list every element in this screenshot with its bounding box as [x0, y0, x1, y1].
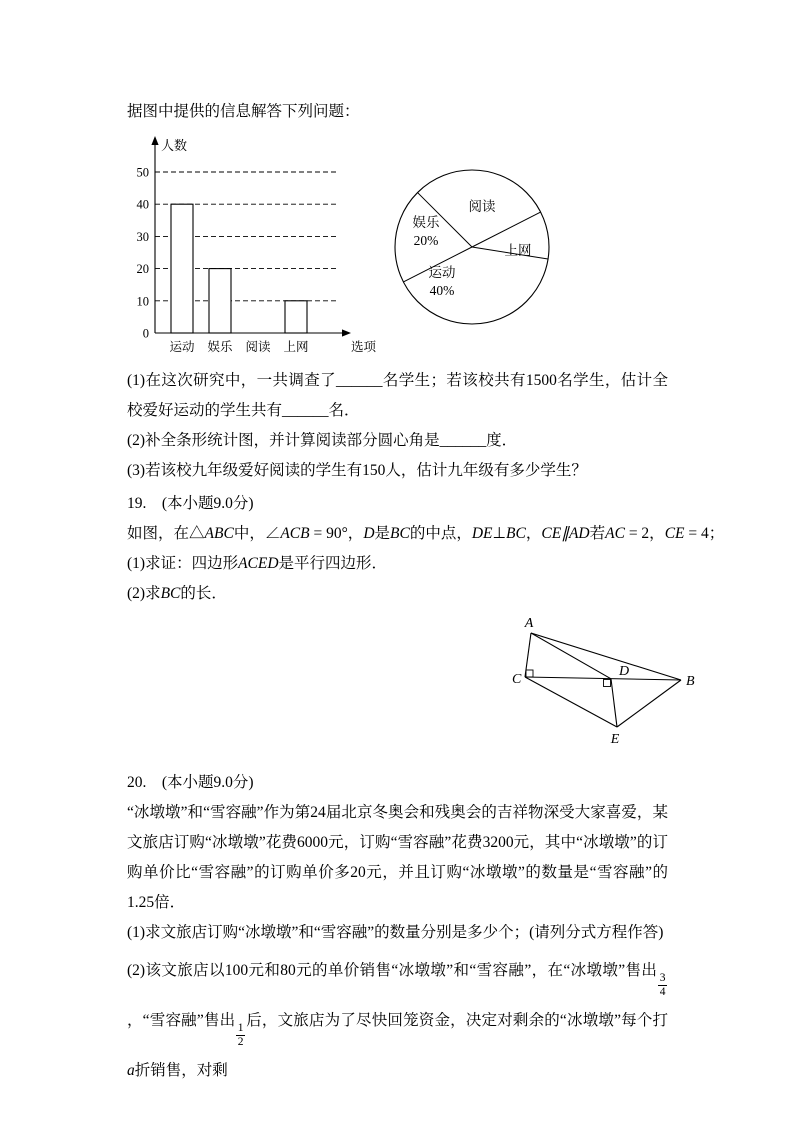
math-run: CE — [541, 525, 562, 542]
bar-运动 — [171, 204, 193, 333]
segment-AD — [531, 633, 611, 679]
q19-part2 — [127, 579, 668, 609]
q20-body: “冰墩墩”和“雪容融”作为第24届北京冬奥会和残奥会的吉祥物深受大家喜爱，某文旅店订购“冰墩墩”花费6000元，订购“雪容融”花费3200元，其中“冰墩墩”的订购单价比“雪容融”的订购单价多20元，并且订购“冰墩墩”的数量是“雪容融”的1.25倍． — [127, 804, 668, 911]
y-tick-label: 50 — [136, 165, 149, 180]
text-run: 的长． — [180, 585, 227, 602]
q18-part3: (3)若该校九年级爱好阅读的学生有150人，估计九年级有多少学生？ — [127, 462, 587, 479]
q20-part1: (1)求文旅店订购“冰墩墩”和“雪容融”的数量分别是多少个；(请列分式方程作答) — [127, 924, 664, 941]
y-axis-title: 人数 — [161, 138, 188, 153]
text-run: (2)该文旅店以100元和80元的单价销售“冰墩墩”和“雪容融”，在“冰墩墩”售出 — [127, 962, 658, 979]
category-label: 上网 — [283, 340, 309, 354]
bar-上网 — [285, 301, 307, 333]
text-run: 中，∠ — [233, 525, 281, 542]
category-label: 运动 — [169, 340, 195, 354]
math-run: ACB — [280, 525, 310, 542]
text-run: 若 — [589, 525, 606, 542]
math-run: AC — [605, 525, 625, 542]
geometry-figure-wrap — [499, 613, 695, 752]
math-run: ABC — [204, 525, 234, 542]
slice-label: 娱乐 — [412, 215, 440, 230]
segment-CB — [525, 677, 681, 680]
text-run: = 4； — [684, 525, 725, 542]
segment-AB — [531, 633, 681, 680]
point-label-D: D — [619, 664, 630, 679]
y-tick-label: 0 — [142, 326, 149, 341]
category-label: 阅读 — [245, 340, 271, 354]
math-run: BC — [506, 525, 526, 542]
geometry-figure — [499, 613, 699, 747]
text-run: (1)求证：四边形 — [127, 555, 239, 572]
q20-part2 — [127, 948, 668, 1093]
pie-chart — [387, 162, 557, 332]
bar-chart — [127, 130, 387, 358]
text-run: ， — [525, 525, 542, 542]
text-run: 如图，在 — [127, 525, 190, 542]
segment-DE — [611, 679, 617, 727]
q18-part1: (1)在这次研究中，一共调查了______名学生；若该校共有1500名学生，估计全校爱好运动的学生共有______名． — [127, 372, 668, 419]
q19-stem — [127, 519, 725, 549]
math-run: BC — [160, 585, 181, 602]
right-angle-mark-C — [526, 670, 533, 677]
x-axis-title: 选项 — [351, 340, 377, 354]
q19-header: 19. (本小题9.0分) — [127, 495, 254, 512]
segment-EB — [617, 680, 681, 727]
math-run: D — [363, 525, 375, 542]
q20-header: 20. (本小题9.0分) — [127, 774, 254, 791]
slice-label: 阅读 — [468, 199, 496, 214]
point-label-A: A — [524, 616, 534, 631]
text-run: 是平行四边形． — [278, 555, 388, 572]
right-angle-mark-D — [604, 680, 611, 687]
text-run: = 2， — [624, 525, 665, 542]
text-run: △ — [189, 525, 205, 542]
x-axis-arrow — [342, 329, 351, 336]
math-run: ACED — [238, 555, 279, 572]
figure-lines — [525, 633, 681, 727]
math-run: BC — [390, 525, 410, 542]
y-tick-label: 40 — [136, 197, 149, 212]
slice-label: 运动 — [428, 265, 456, 280]
math-run: DE — [471, 525, 493, 542]
fraction: $\frac{1}{2}$ — [237, 1022, 244, 1048]
text-run: (2)求 — [127, 585, 161, 602]
point-label-C: C — [512, 672, 522, 687]
slice-pct-label: 40% — [429, 283, 455, 298]
math-run: a — [127, 1062, 135, 1080]
math-run: CE — [664, 525, 685, 542]
point-label-B: B — [686, 674, 695, 689]
y-tick-label: 20 — [136, 262, 149, 277]
math-run: ∥ — [561, 525, 569, 542]
q18-part2: (2)补全条形统计图，并计算阅读部分圆心角是______度． — [127, 432, 518, 449]
text-run: 折销售，对剩 — [134, 1062, 228, 1080]
slice-pct-label: 20% — [413, 233, 439, 248]
text-run: 的中点， — [409, 525, 472, 542]
text-run: ，“雪容融”售出 — [127, 1012, 236, 1030]
figure-row — [127, 130, 668, 358]
slice-label: 上网 — [504, 243, 532, 258]
y-tick-label: 30 — [136, 229, 149, 244]
q19-part1 — [127, 549, 668, 579]
category-label: 娱乐 — [207, 340, 233, 354]
text-run: ⊥ — [492, 525, 507, 542]
intro-text: 据图中提供的信息解答下列问题： — [127, 103, 360, 120]
y-tick-label: 10 — [136, 294, 149, 309]
text-run: = 90°， — [309, 525, 364, 542]
y-axis-arrow — [151, 136, 158, 145]
fraction: $\frac{3}{4}$ — [659, 972, 666, 998]
bar-娱乐 — [209, 269, 231, 333]
text-run: 是 — [374, 525, 391, 542]
text-run: 后，文旅店为了尽快回笼资金，决定对剩余的“冰墩墩”每个打 — [246, 1012, 669, 1030]
point-label-E: E — [610, 732, 620, 747]
math-run: AD — [568, 525, 590, 542]
